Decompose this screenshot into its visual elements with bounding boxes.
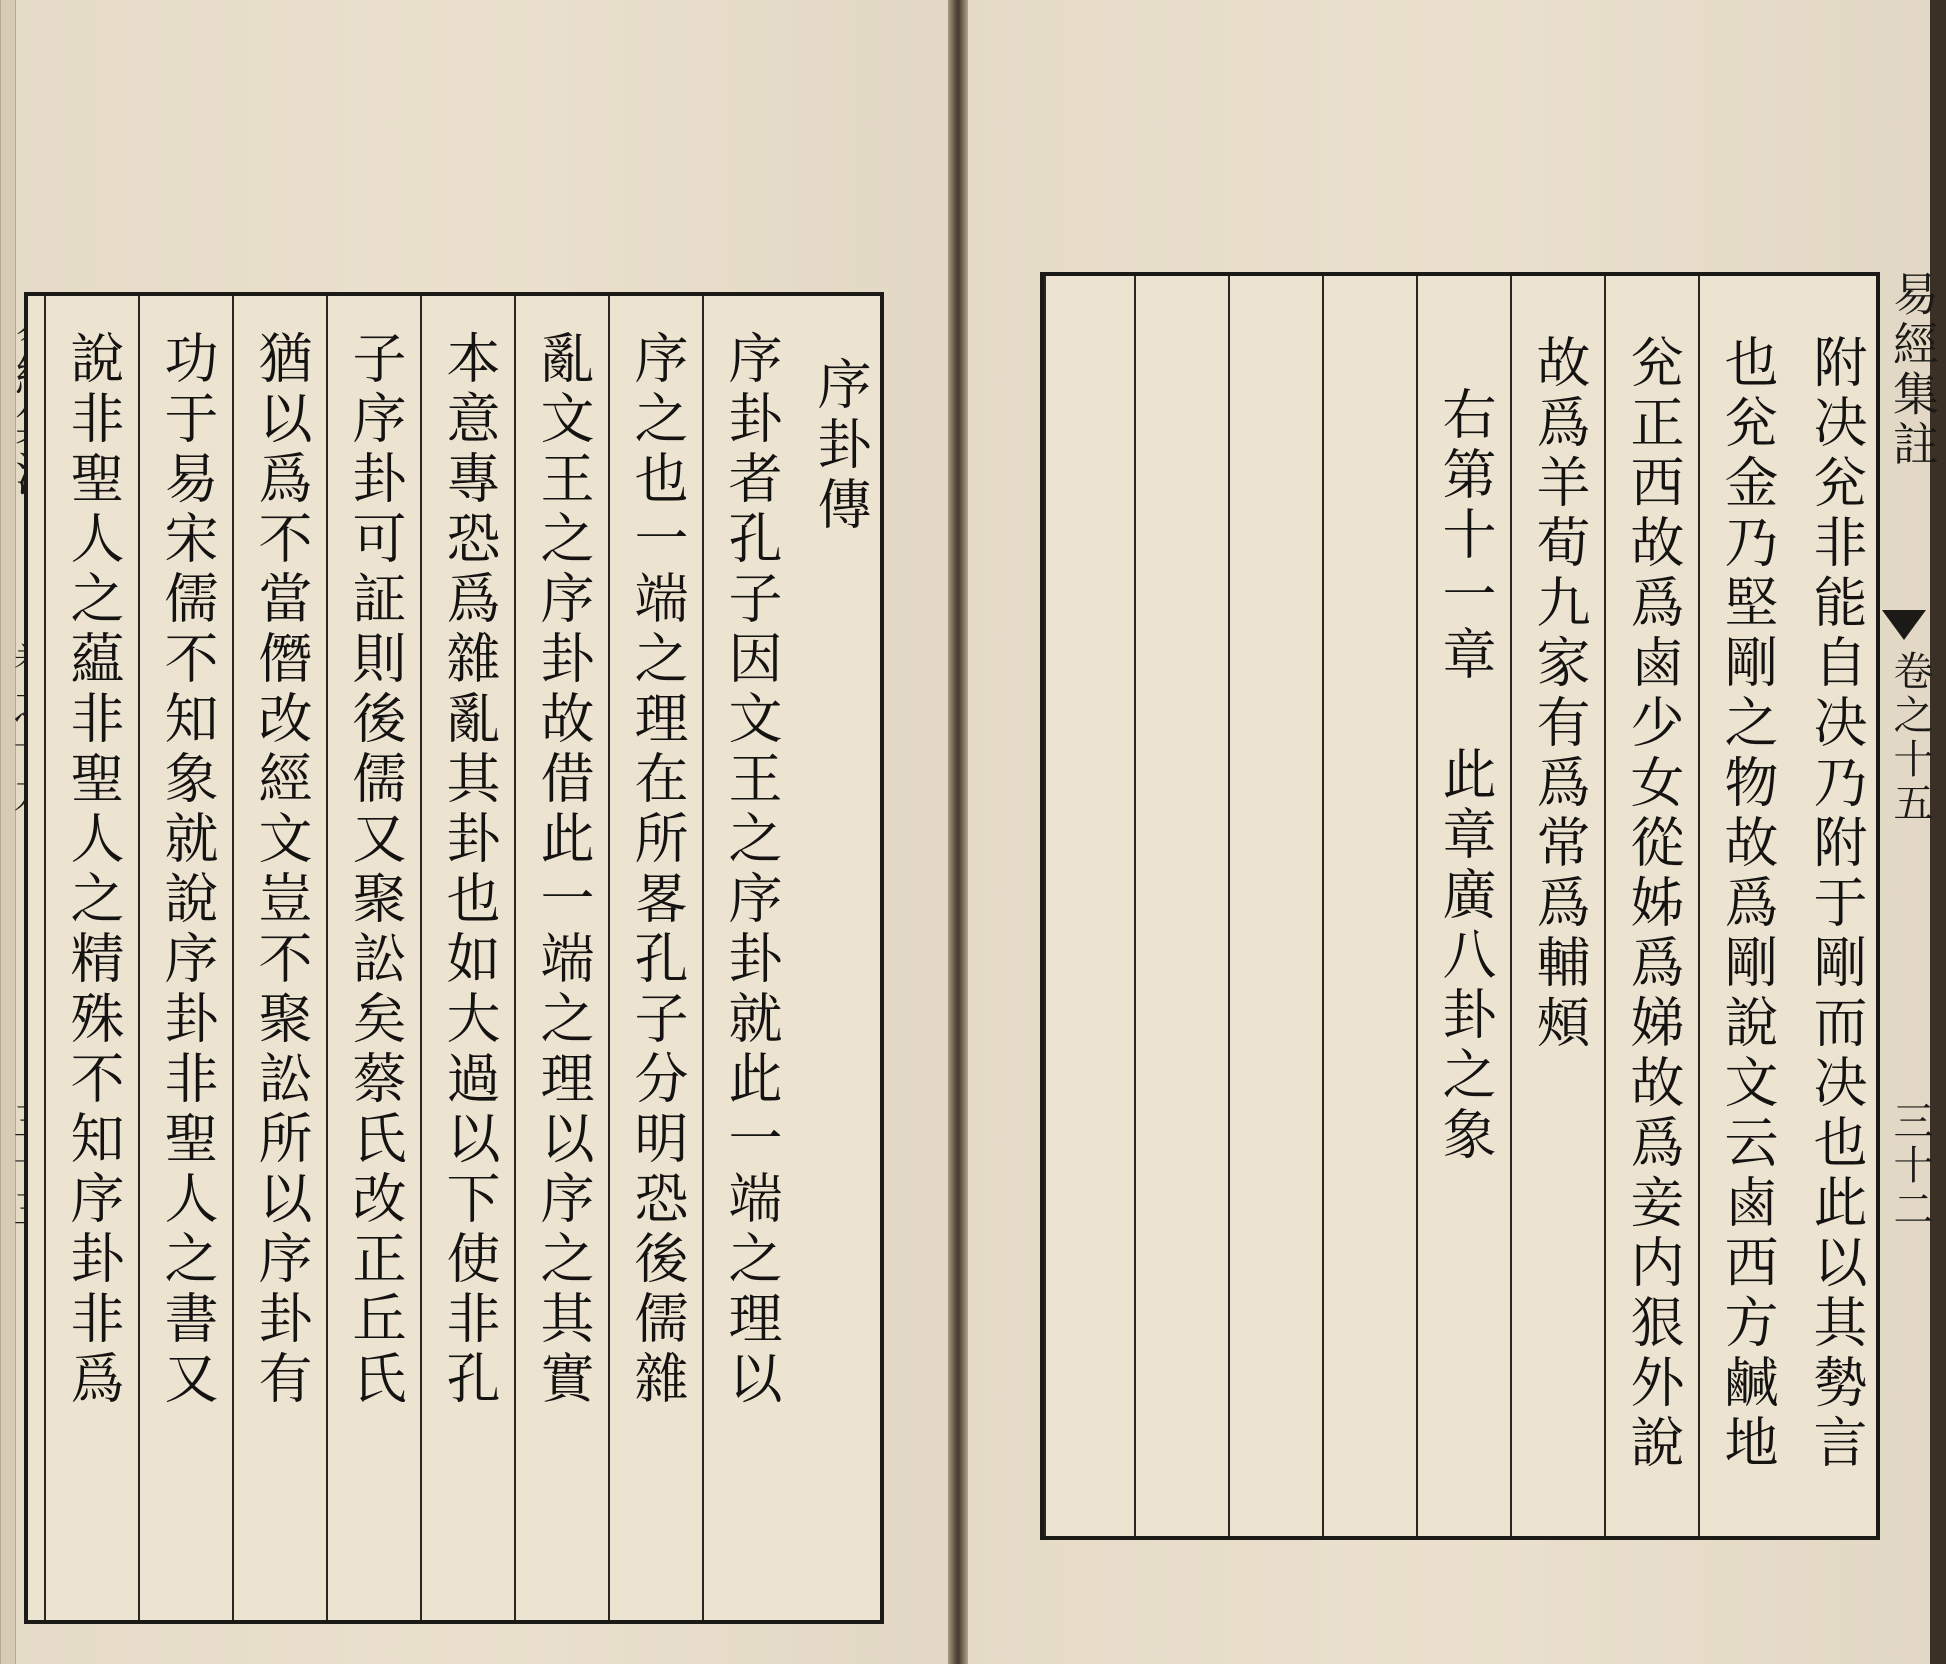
text-column: 故爲羊荀九家有爲常爲輔頰 [1528, 334, 1591, 1054]
fish-tail-mark [1882, 610, 1926, 640]
right-text-frame [1040, 272, 1880, 1540]
column-empty [1322, 276, 1418, 1536]
column [1510, 276, 1606, 1536]
column [702, 296, 798, 1620]
book-gutter [948, 0, 968, 1664]
text-column: 序之也一端之理在所畧孔子分明恐後儒雜 [626, 330, 689, 1410]
right-page [968, 0, 1940, 1664]
chapter-note-column: 右第十一章 此章廣八卦之象 [1434, 386, 1497, 1166]
text-column: 也兊金乃堅剛之物故爲剛說文云鹵西方鹹地 [1716, 334, 1779, 1474]
column-title [796, 296, 884, 1620]
right-margin-folio: 三十二 [1887, 1100, 1933, 1232]
text-column: 子序卦可証則後儒又聚訟矣蔡氏改正丘氏 [344, 330, 407, 1410]
text-column: 本意專恐爲雜亂其卦也如大過以下使非孔 [438, 330, 501, 1410]
chapter-title: 序卦傳 [809, 356, 872, 536]
column [1416, 276, 1512, 1536]
column [326, 296, 422, 1620]
left-page [0, 0, 948, 1664]
text-column: 說非聖人之藴非聖人之精殊不知序卦非爲 [62, 330, 125, 1410]
text-column: 序卦者孔子因文王之序卦就此一端之理以 [720, 330, 783, 1410]
column [138, 296, 234, 1620]
column [44, 296, 140, 1620]
left-text-frame [24, 292, 884, 1624]
column [1698, 276, 1794, 1536]
text-column: 亂文王之序卦故借此一端之理以序之其實 [532, 330, 595, 1410]
text-column: 附决兊非能自决乃附于剛而决也此以其勢言 [1805, 334, 1868, 1474]
column [232, 296, 328, 1620]
column [608, 296, 704, 1620]
right-margin-title: 易經集註 [1886, 270, 1940, 470]
left-page-edge [0, 0, 16, 1664]
right-margin-volume: 卷之十五 [1887, 650, 1933, 826]
text-column: 兊正西故爲鹵少女從姊爲娣故爲妾内狠外說 [1622, 334, 1685, 1474]
text-column: 猶以爲不當僭改經文豈不聚訟所以序卦有 [250, 330, 313, 1410]
column-empty [1044, 276, 1136, 1536]
column [1792, 276, 1880, 1536]
text-column: 功于易宋儒不知象就說序卦非聖人之書又 [156, 330, 219, 1410]
column-empty [1134, 276, 1230, 1536]
column [1604, 276, 1700, 1536]
column [514, 296, 610, 1620]
column [420, 296, 516, 1620]
column-empty [1228, 276, 1324, 1536]
